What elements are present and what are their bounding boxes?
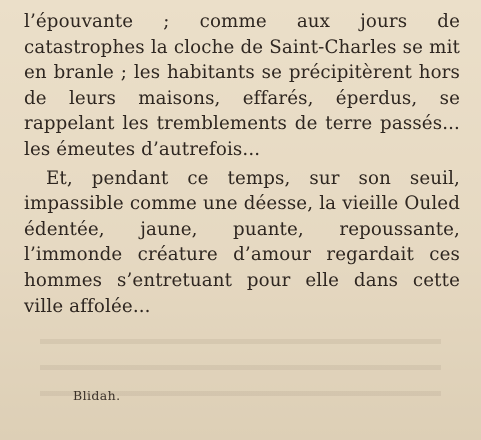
paragraph-1: l’épouvante ; comme aux jours de catastrophes la cloche de Saint-Charles se mit en branle ; les habitants se précipitèrent hors de leurs maisons, effarés, éperdus, se rappelant les tremblements de terre passés... les émeutes d’autrefois... [24, 11, 460, 160]
place-signature: Blidah. [73, 388, 121, 403]
paragraph-2: Et, pendant ce temps, sur son seuil, impassible comme une déesse, la vieille Ouled édentée, jaune, puante, repoussante, l’immonde créature d’amour regardait ces hommes s’entretuant pour elle dans cette ville affolée... [24, 167, 460, 317]
page-body [24, 9, 460, 319]
